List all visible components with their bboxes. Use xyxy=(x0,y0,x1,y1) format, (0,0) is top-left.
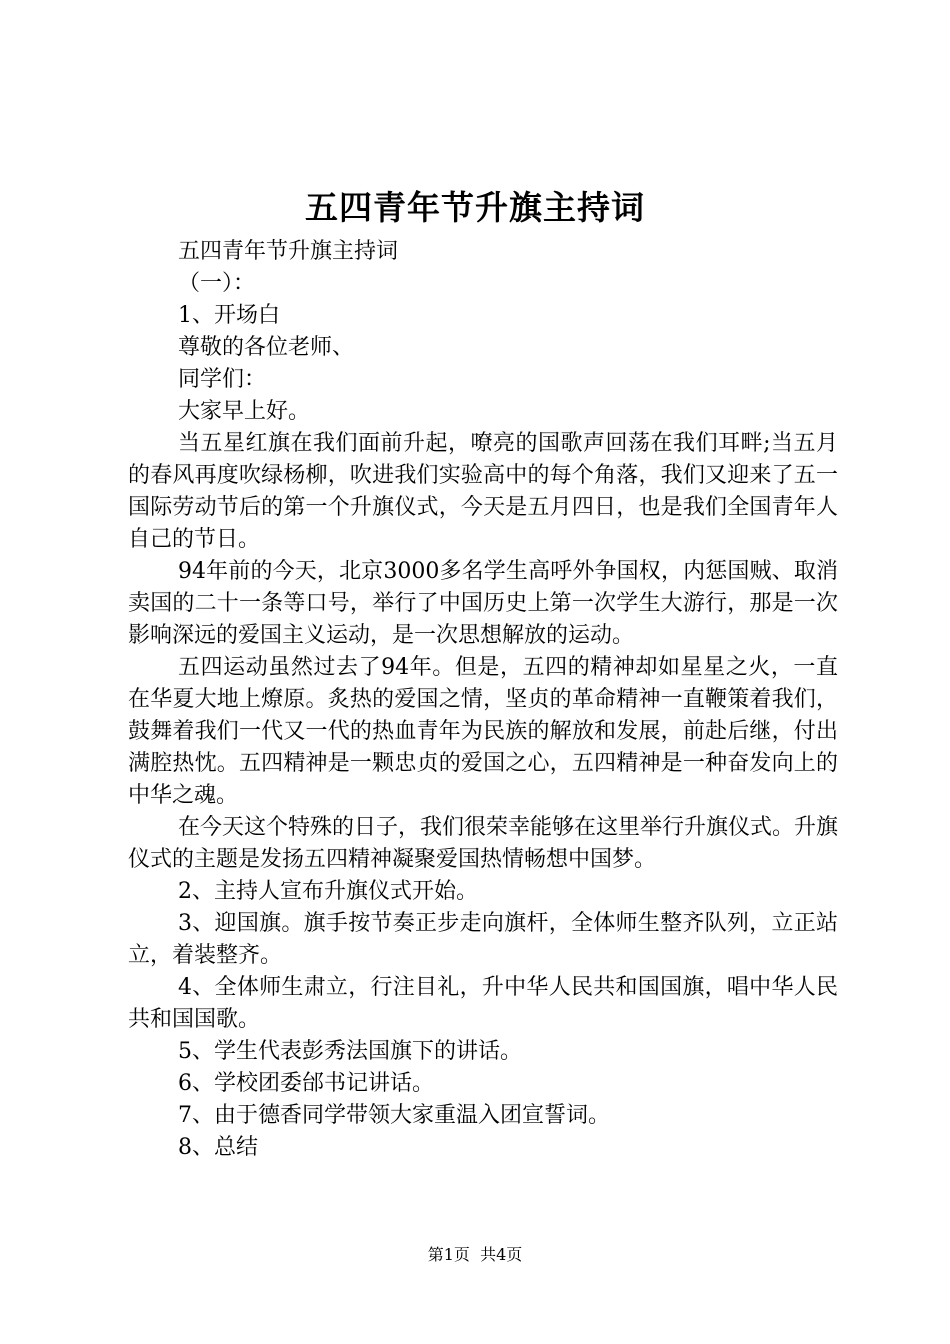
paragraph: 5、学生代表彭秀法国旗下的讲话。 xyxy=(178,1039,522,1064)
paragraph: 94年前的今天，北京3000多名学生高呼外争国权，内惩国贼、取消卖国的二十一条等口号，举行了中国历史上第一次学生大游行，那是一次影响深远的爱国主义运动，是一次思想解放的运动。 xyxy=(128,559,838,648)
paragraph: 当五星红旗在我们面前升起，嘹亮的国歌声回荡在我们耳畔;当五月的春风再度吹绿杨柳，吹进我们实验高中的每个角落，我们又迎来了五一国际劳动节后的第一个升旗仪式，今天是五月四日，也是我们全国青年人自己的节日。 xyxy=(128,431,838,552)
paragraph: （一）： xyxy=(178,271,256,296)
paragraph: 在今天这个特殊的日子，我们很荣幸能够在这里举行升旗仪式。升旗仪式的主题是发扬五四精神凝聚爱国热情畅想中国梦。 xyxy=(128,815,839,872)
paragraph: 3、迎国旗。旗手按节奏正步走向旗杆，全体师生整齐队列，立正站立，着装整齐。 xyxy=(128,911,838,968)
paragraph: 1、开场白 xyxy=(178,303,280,328)
page-number: 第1页 xyxy=(427,1245,470,1264)
document-body xyxy=(128,236,838,1164)
document-title: 五四青年节升旗主持词 xyxy=(305,188,645,227)
paragraph: 2、主持人宣布升旗仪式开始。 xyxy=(178,879,478,904)
paragraph: 五四青年节升旗主持词 xyxy=(178,239,399,264)
paragraph: 8、总结 xyxy=(178,1135,258,1160)
paragraph: 4、全体师生肃立，行注目礼，升中华人民共和国国旗，唱中华人民共和国国歌。 xyxy=(128,975,838,1032)
paragraph: 大家早上好。 xyxy=(178,399,311,424)
paragraph: 同学们： xyxy=(178,367,267,392)
paragraph: 尊敬的各位老师、 xyxy=(178,335,355,360)
paragraph: 五四运动虽然过去了94年。但是，五四的精神却如星星之火，一直在华夏大地上燎原。炙热的爱国之情，坚贞的革命精神一直鞭策着我们，鼓舞着我们一代又一代的热血青年为民族的解放和发展，前赴后继，付出满腔热忱。五四精神是一颗忠贞的爱国之心，五四精神是一种奋发向上的中华之魂。 xyxy=(128,655,838,808)
paragraph: 6、学校团委邰书记讲话。 xyxy=(178,1071,434,1096)
page-total: 共4页 xyxy=(480,1245,523,1264)
page-footer xyxy=(0,1243,950,1267)
paragraph: 7、由于德香同学带领大家重温入团宣誓词。 xyxy=(178,1103,610,1128)
footer-gap xyxy=(470,1245,480,1264)
